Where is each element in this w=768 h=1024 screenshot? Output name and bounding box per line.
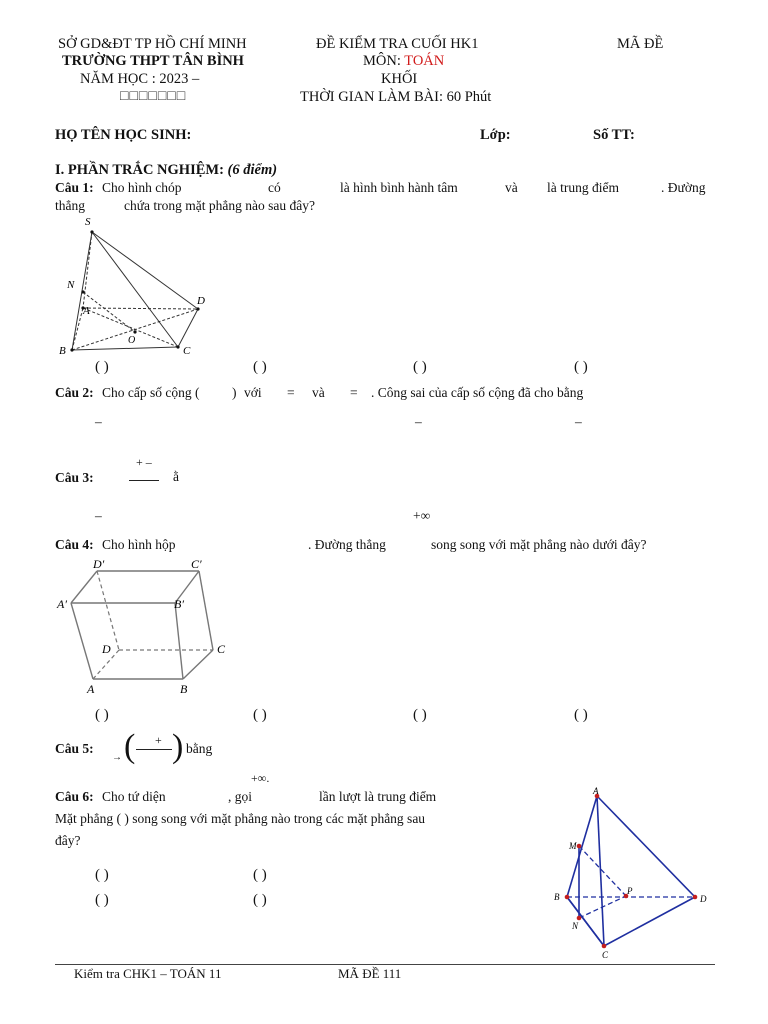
q1-text-3: là hình bình hành tâm — [340, 180, 458, 195]
q2-text-2: ) — [232, 385, 237, 400]
q1-option-a[interactable]: ( ) — [95, 359, 109, 375]
q5-fraction-top: + — [155, 733, 162, 747]
q6-text-1: Cho tứ diện — [102, 789, 166, 804]
q5-left-paren: ( — [124, 728, 136, 765]
exam-subject — [363, 53, 444, 70]
label-n: N — [67, 279, 75, 291]
q5-right-paren: ) — [172, 728, 184, 765]
footer-right: MÃ ĐỀ 111 — [338, 966, 402, 981]
label-n6: N — [572, 921, 579, 931]
q1-label: Câu 1: — [55, 180, 94, 195]
q3-option-c[interactable]: +∞ — [413, 508, 431, 523]
section-title-text: I. PHẦN TRẮC NGHIỆM: — [55, 162, 228, 178]
label-d: D — [197, 295, 205, 307]
q3-tail: ằ — [173, 469, 179, 484]
label-a: A — [83, 305, 90, 317]
q6-text-4: Mặt phẳng ( ) song song với mặt phẳng nào trong các mặt phẳng sau — [55, 811, 426, 826]
q5-note: +∞. — [251, 771, 270, 785]
q2-text-1: Cho cấp số cộng ( — [102, 385, 200, 400]
q1-text-6: . Đường — [661, 180, 706, 195]
label-p6: P — [627, 886, 633, 896]
q6-option-c[interactable]: ( ) — [95, 892, 109, 908]
q4-text-1: Cho hình hộp — [102, 537, 176, 552]
label-c4: C — [217, 642, 226, 656]
dept-name: SỞ GD&ĐT TP HỒ CHÍ MINH — [58, 36, 247, 52]
q3-label: Câu 3: — [55, 470, 94, 485]
q6-option-a[interactable]: ( ) — [95, 867, 109, 883]
q2-option-c[interactable]: – — [415, 414, 422, 429]
label-b: B — [59, 345, 66, 357]
q3-fraction-bar — [129, 480, 159, 481]
label-d6: D — [700, 894, 707, 904]
q1-option-b[interactable]: ( ) — [253, 359, 267, 375]
student-number-label: Số TT: — [593, 127, 635, 143]
q5-fraction-bar — [136, 749, 172, 750]
label-s: S — [85, 216, 91, 228]
label-b4: B — [180, 682, 188, 696]
subject-label: MÔN: — [363, 53, 405, 69]
school-name: TRƯỜNG THPT TÂN BÌNH — [62, 53, 244, 69]
q2-text-6: = — [350, 385, 358, 400]
exam-code-label: MÃ ĐỀ — [617, 36, 664, 52]
q4-text-3: song song với mặt phẳng nào dưới đây? — [431, 537, 647, 552]
footer-rule — [55, 964, 715, 965]
school-year: NĂM HỌC : 2023 – — [80, 71, 200, 87]
q2-label: Câu 2: — [55, 385, 94, 400]
label-o: O — [128, 335, 136, 346]
pyramid-figure — [55, 212, 225, 360]
q6-text-2: , gọi — [228, 789, 253, 804]
section-title — [55, 162, 277, 179]
student-class-label: Lớp: — [480, 127, 511, 143]
exam-time: THỜI GIAN LÀM BÀI: 60 Phút — [300, 89, 492, 105]
label-dp: D′ — [93, 557, 105, 571]
q1-text-5: là trung điểm — [547, 180, 619, 195]
tetrahedron-figure — [550, 786, 718, 964]
q3-fraction-top: + – — [136, 455, 152, 469]
label-b6: B — [554, 892, 560, 902]
footer-left: Kiểm tra CHK1 – TOÁN 11 — [74, 966, 222, 981]
q4-label: Câu 4: — [55, 537, 94, 552]
q5-tail: bằng — [186, 741, 213, 756]
student-name-label: HỌ TÊN HỌC SINH: — [55, 127, 192, 143]
label-d4: D — [102, 642, 111, 656]
section-points: (6 điểm) — [227, 162, 278, 178]
school-year-placeholder: □□□□□□□ — [120, 89, 187, 104]
label-m6: M — [569, 841, 577, 851]
label-a4: A — [87, 682, 95, 696]
label-bp: B′ — [174, 597, 184, 611]
exam-title: ĐỀ KIỂM TRA CUỐI HK1 — [316, 36, 479, 52]
q4-option-b[interactable]: ( ) — [253, 707, 267, 723]
q1-text-7: thẳng — [55, 198, 85, 213]
q1-text-2: có — [268, 180, 281, 195]
q1-option-d[interactable]: ( ) — [574, 359, 588, 375]
q4-option-c[interactable]: ( ) — [413, 707, 427, 723]
label-a6: A — [593, 786, 599, 796]
label-ap: A′ — [57, 597, 67, 611]
q1-text-1: Cho hình chóp — [102, 180, 182, 195]
q4-text-2: . Đường thẳng — [308, 537, 386, 552]
q5-limit-sub: → — [112, 752, 122, 763]
parallelepiped-figure — [55, 556, 240, 702]
q2-option-a[interactable]: – — [95, 414, 102, 429]
q4-option-a[interactable]: ( ) — [95, 707, 109, 723]
q6-text-5: đây? — [55, 833, 81, 848]
q1-option-c[interactable]: ( ) — [413, 359, 427, 375]
q2-text-3: với — [244, 385, 262, 400]
q2-option-d[interactable]: – — [575, 414, 582, 429]
q2-text-5: và — [312, 385, 325, 400]
label-cp: C′ — [191, 557, 202, 571]
q2-text-7: . Công sai của cấp số cộng đã cho bằng — [371, 385, 584, 400]
q2-text-4: = — [287, 385, 295, 400]
q1-text-4: và — [505, 180, 518, 195]
q6-text-3: lần lượt là trung điểm — [319, 789, 437, 804]
label-c6: C — [602, 950, 609, 960]
subject-value: TOÁN — [404, 53, 445, 69]
q3-option-a[interactable]: – — [95, 508, 102, 523]
q6-option-d[interactable]: ( ) — [253, 892, 267, 908]
q5-label: Câu 5: — [55, 741, 94, 756]
q6-option-b[interactable]: ( ) — [253, 867, 267, 883]
exam-grade: KHỐI — [381, 71, 418, 87]
q4-option-d[interactable]: ( ) — [574, 707, 588, 723]
q6-label: Câu 6: — [55, 789, 94, 804]
label-c: C — [183, 345, 191, 357]
q1-text-8: chứa trong mặt phẳng nào sau đây? — [124, 198, 316, 213]
